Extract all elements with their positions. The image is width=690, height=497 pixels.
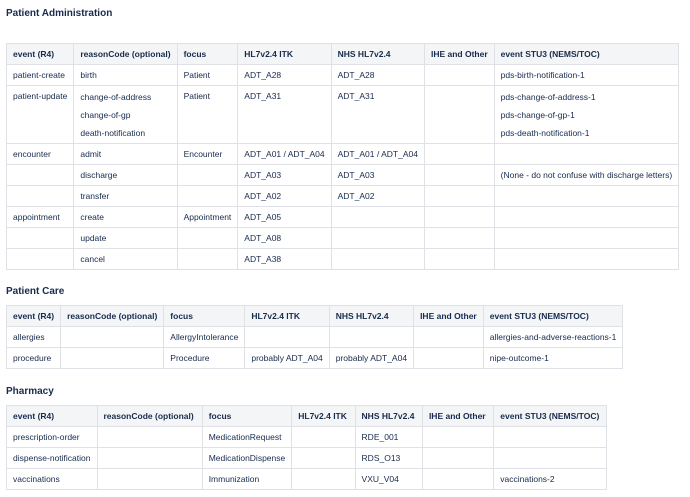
table-cell — [61, 348, 164, 369]
table-cell: RDS_O13 — [355, 448, 422, 469]
table-cell — [292, 469, 355, 490]
column-header: focus — [164, 306, 245, 327]
table-cell — [61, 327, 164, 348]
table-row — [7, 469, 607, 490]
table-cell: ADT_A08 — [238, 228, 331, 249]
table-header-row — [7, 44, 679, 65]
table-cell: ADT_A02 — [238, 186, 331, 207]
table-cell — [177, 249, 238, 270]
table-cell: patient-update — [7, 86, 74, 144]
table-cell: vaccinations — [7, 469, 98, 490]
table-cell: (None - do not confuse with discharge letters) — [494, 165, 679, 186]
column-header: event (R4) — [7, 306, 61, 327]
table-cell: transfer — [74, 186, 177, 207]
table-cell: ADT_A01 / ADT_A04 — [238, 144, 331, 165]
table-cell — [331, 228, 424, 249]
table-cell: ADT_A38 — [238, 249, 331, 270]
table-cell: MedicationRequest — [202, 427, 292, 448]
table-cell: Appointment — [177, 207, 238, 228]
table-cell: Encounter — [177, 144, 238, 165]
table-cell: update — [74, 228, 177, 249]
patient-care-table — [6, 305, 623, 369]
table-cell: admit — [74, 144, 177, 165]
table-cell — [292, 448, 355, 469]
table-cell — [414, 348, 484, 369]
table-row — [7, 165, 679, 186]
table-cell: appointment — [7, 207, 74, 228]
table-cell: vaccinations-2 — [494, 469, 607, 490]
table-cell — [245, 327, 329, 348]
section-title-patient-care: Patient Care — [6, 286, 65, 297]
column-header: IHE and Other — [414, 306, 484, 327]
column-header: IHE and Other — [424, 44, 494, 65]
table-cell: ADT_A28 — [331, 65, 424, 86]
table-row — [7, 207, 679, 228]
table-row — [7, 348, 623, 369]
column-header: focus — [202, 406, 292, 427]
table-cell: probably ADT_A04 — [245, 348, 329, 369]
cell-line: pds-death-notification-1 — [500, 128, 590, 138]
cell-line: pds-change-of-gp-1 — [500, 110, 575, 120]
table-cell: pds-birth-notification-1 — [494, 65, 679, 86]
table-cell: MedicationDispense — [202, 448, 292, 469]
table-cell — [424, 65, 494, 86]
table-cell — [424, 249, 494, 270]
column-header: event (R4) — [7, 44, 74, 65]
cell-line: death-notification — [80, 128, 146, 138]
table-cell — [97, 469, 202, 490]
table-cell — [494, 144, 679, 165]
table-cell: RDE_001 — [355, 427, 422, 448]
pharmacy-table — [6, 405, 607, 490]
table-cell: allergies-and-adverse-reactions-1 — [483, 327, 623, 348]
table-cell — [97, 427, 202, 448]
table-cell — [424, 228, 494, 249]
column-header: NHS HL7v2.4 — [331, 44, 424, 65]
table-cell — [424, 207, 494, 228]
section-title-pharmacy: Pharmacy — [6, 386, 54, 397]
table-cell: create — [74, 207, 177, 228]
table-cell — [7, 186, 74, 207]
table-cell — [7, 165, 74, 186]
table-cell — [7, 228, 74, 249]
table-cell — [7, 249, 74, 270]
table-cell: ADT_A01 / ADT_A04 — [331, 144, 424, 165]
table-cell — [424, 144, 494, 165]
table-cell — [494, 427, 607, 448]
table-cell: ADT_A03 — [331, 165, 424, 186]
table-row — [7, 86, 679, 144]
table-cell — [424, 186, 494, 207]
table-cell — [331, 249, 424, 270]
table-cell — [177, 165, 238, 186]
table-cell: Procedure — [164, 348, 245, 369]
table-row — [7, 327, 623, 348]
table-cell: ADT_A31 — [238, 86, 331, 144]
column-header: reasonCode (optional) — [97, 406, 202, 427]
table-cell: ADT_A02 — [331, 186, 424, 207]
table-cell: encounter — [7, 144, 74, 165]
table-cell: allergies — [7, 327, 61, 348]
table-cell — [422, 469, 493, 490]
table-cell — [422, 427, 493, 448]
table-row — [7, 249, 679, 270]
cell-line: change-of-gp — [80, 110, 131, 120]
table-cell: procedure — [7, 348, 61, 369]
column-header: HL7v2.4 ITK — [292, 406, 355, 427]
patient-administration-table — [6, 43, 679, 270]
table-cell: ADT_A03 — [238, 165, 331, 186]
table-cell: nipe-outcome-1 — [483, 348, 623, 369]
table-cell — [494, 86, 679, 144]
table-row — [7, 144, 679, 165]
table-cell: ADT_A31 — [331, 86, 424, 144]
table-cell — [74, 86, 177, 144]
table-cell: Patient — [177, 86, 238, 144]
table-cell: ADT_A05 — [238, 207, 331, 228]
table-row — [7, 228, 679, 249]
table-cell — [422, 448, 493, 469]
table-cell — [494, 186, 679, 207]
cell-line: pds-change-of-address-1 — [500, 92, 596, 102]
column-header: event STU3 (NEMS/TOC) — [494, 406, 607, 427]
table-cell — [424, 86, 494, 144]
table-cell: Patient — [177, 65, 238, 86]
table-cell — [177, 186, 238, 207]
table-cell: dispense-notification — [7, 448, 98, 469]
cell-line: change-of-address — [80, 92, 152, 102]
table-header-row — [7, 306, 623, 327]
section-title-patient-administration: Patient Administration — [6, 8, 113, 19]
table-row — [7, 65, 679, 86]
table-cell — [414, 327, 484, 348]
table-cell: probably ADT_A04 — [329, 348, 413, 369]
table-row — [7, 448, 607, 469]
table-cell — [494, 249, 679, 270]
column-header: reasonCode (optional) — [61, 306, 164, 327]
table-header-row — [7, 406, 607, 427]
table-cell: ADT_A28 — [238, 65, 331, 86]
table-cell — [331, 207, 424, 228]
table-cell: prescription-order — [7, 427, 98, 448]
column-header: HL7v2.4 ITK — [245, 306, 329, 327]
table-cell — [329, 327, 413, 348]
table-cell — [494, 207, 679, 228]
column-header: NHS HL7v2.4 — [329, 306, 413, 327]
table-cell — [97, 448, 202, 469]
column-header: focus — [177, 44, 238, 65]
table-cell: birth — [74, 65, 177, 86]
column-header: event (R4) — [7, 406, 98, 427]
column-header: HL7v2.4 ITK — [238, 44, 331, 65]
table-cell — [424, 165, 494, 186]
table-cell: cancel — [74, 249, 177, 270]
table-cell — [494, 448, 607, 469]
table-cell: Immunization — [202, 469, 292, 490]
column-header: event STU3 (NEMS/TOC) — [494, 44, 679, 65]
table-cell: patient-create — [7, 65, 74, 86]
table-cell: VXU_V04 — [355, 469, 422, 490]
column-header: IHE and Other — [422, 406, 493, 427]
table-row — [7, 427, 607, 448]
table-cell — [292, 427, 355, 448]
table-cell: AllergyIntolerance — [164, 327, 245, 348]
table-cell — [494, 228, 679, 249]
table-row — [7, 186, 679, 207]
table-cell — [177, 228, 238, 249]
column-header: reasonCode (optional) — [74, 44, 177, 65]
column-header: NHS HL7v2.4 — [355, 406, 422, 427]
column-header: event STU3 (NEMS/TOC) — [483, 306, 623, 327]
table-cell: discharge — [74, 165, 177, 186]
